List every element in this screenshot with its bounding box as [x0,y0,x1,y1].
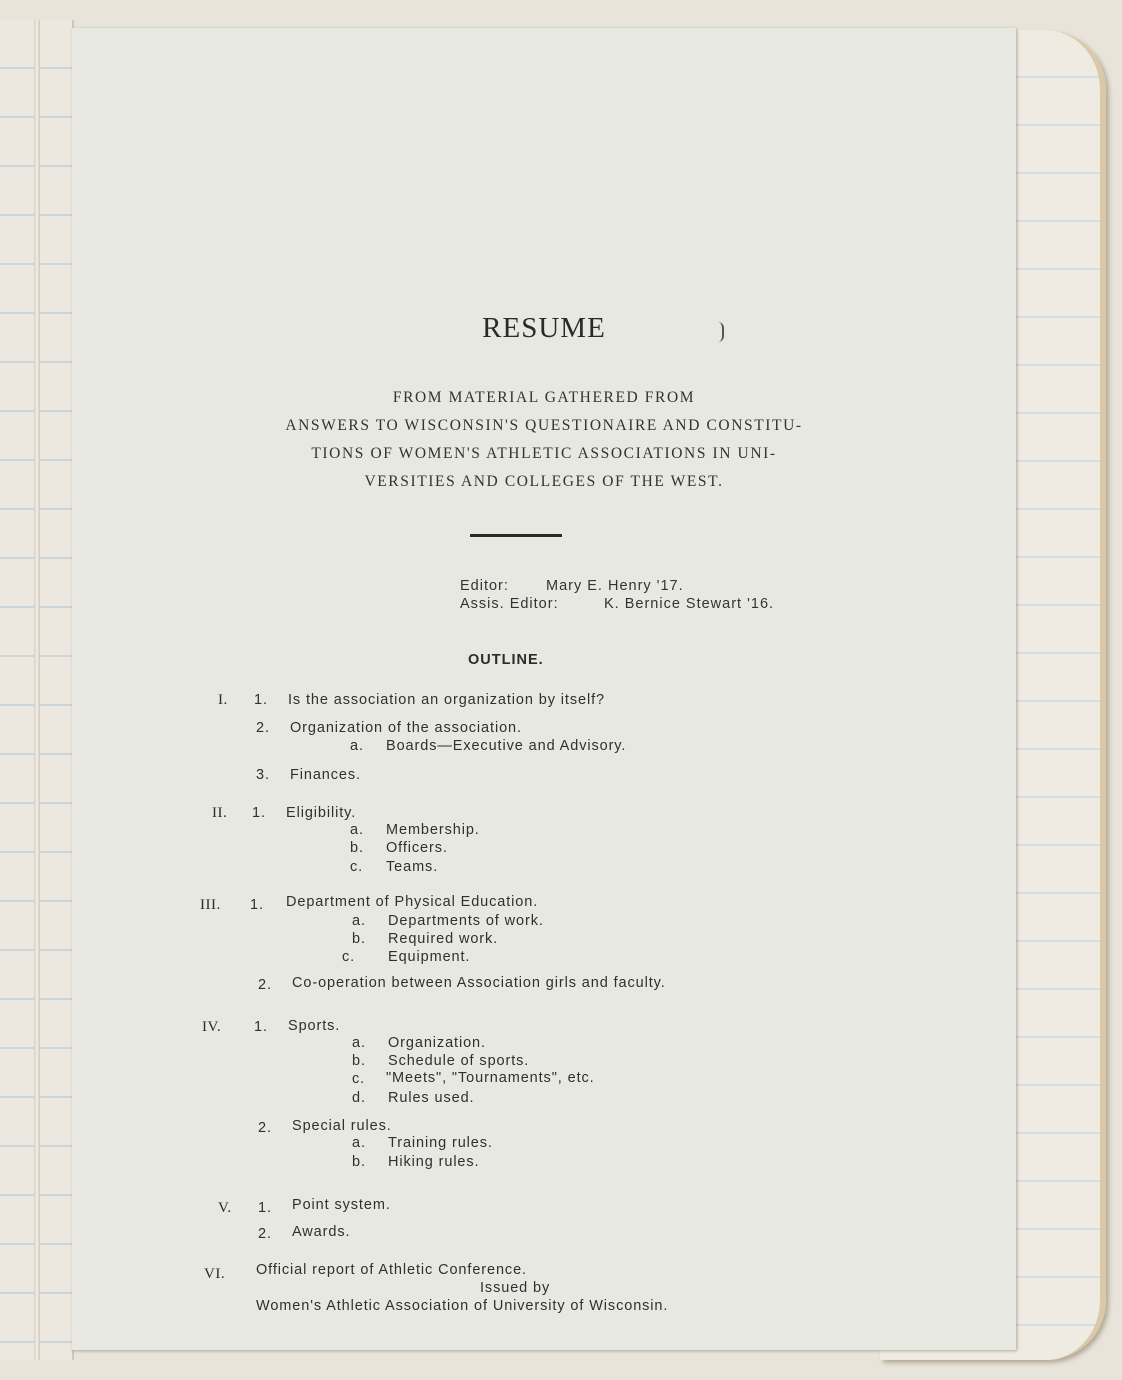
subtitle-line: VERSITIES AND COLLEGES OF THE WEST. [364,473,724,490]
divider-rule [470,534,562,537]
binding-spine [34,20,40,1360]
sub-letter: a. [352,1135,366,1151]
item-number: 2. [256,720,270,736]
outline-item: Official report of Athletic Conference. [256,1262,527,1278]
section-numeral: VI. [204,1266,226,1282]
sub-letter: c. [352,1071,366,1087]
section-numeral: I. [218,692,228,708]
sub-item: Hiking rules. [388,1154,480,1170]
sub-letter: b. [350,840,364,856]
sub-letter: d. [352,1090,366,1106]
section-numeral: IV. [202,1019,222,1035]
outline-item: Is the association an organization by itself? [288,692,605,708]
subtitle-line: FROM MATERIAL GATHERED FROM [392,389,696,406]
issuer: Women's Athletic Association of University of Wisconsin. [256,1298,669,1314]
sub-item: Membership. [386,822,480,838]
ink-mark [718,322,724,342]
sub-item: "Meets", "Tournaments", etc. [386,1070,595,1086]
sub-item: Training rules. [388,1135,493,1151]
sub-letter: a. [352,913,366,929]
editor-label: Editor: [460,578,509,594]
sub-item: Schedule of sports. [388,1053,530,1069]
sub-letter: a. [352,1035,366,1051]
item-number: 3. [256,767,270,783]
sub-item: Rules used. [388,1090,475,1106]
item-number: 2. [258,1226,272,1242]
item-number: 2. [258,977,272,993]
section-numeral: III. [200,897,221,913]
sub-letter: b. [352,1053,366,1069]
item-number: 1. [254,692,268,708]
item-number: 2. [258,1120,272,1136]
outline-item: Point system. [292,1197,391,1213]
outline-item: Sports. [288,1018,341,1034]
sub-letter: b. [352,931,366,947]
outline-item: Eligibility. [286,805,357,821]
outline-item: Department of Physical Education. [286,894,539,910]
sub-letter: a. [350,822,364,838]
document-subtitle [72,384,1016,496]
item-number: 1. [252,805,266,821]
outline-item: Finances. [290,767,361,783]
subtitle-line: TIONS OF WOMEN'S ATHLETIC ASSOCIATIONS IN UNI- [311,445,777,462]
sub-item: Organization. [388,1035,486,1051]
sub-item: Boards—Executive and Advisory. [386,738,627,754]
sub-letter: c. [342,949,356,965]
subtitle-line: ANSWERS TO WISCONSIN'S QUESTIONAIRE AND CONSTITU- [285,417,803,434]
outline-item: Awards. [292,1224,351,1240]
item-number: 1. [258,1200,272,1216]
sub-item: Equipment. [388,949,471,965]
printed-sheet [72,28,1016,1350]
assis-editor-label: Assis. Editor: [460,596,559,612]
sub-item: Required work. [388,931,499,947]
outline-item: Organization of the association. [290,720,522,736]
assis-editor-name: K. Bernice Stewart '16. [604,596,775,612]
item-number: 1. [254,1019,268,1035]
sub-item: Officers. [386,840,448,856]
section-numeral: V. [218,1200,232,1216]
outline-item: Co-operation between Association girls and faculty. [292,975,666,991]
sub-letter: c. [350,859,364,875]
outline-item: Special rules. [292,1118,392,1134]
sub-letter: a. [350,738,364,754]
sub-item: Teams. [386,859,439,875]
document-title: RESUME [482,312,606,344]
item-number: 1. [250,897,264,913]
section-numeral: II. [212,805,228,821]
issued-by: Issued by [480,1280,551,1296]
sub-letter: b. [352,1154,366,1170]
outline-heading: OUTLINE. [468,652,544,668]
sub-item: Departments of work. [388,913,544,929]
editor-name: Mary E. Henry '17. [546,578,684,594]
